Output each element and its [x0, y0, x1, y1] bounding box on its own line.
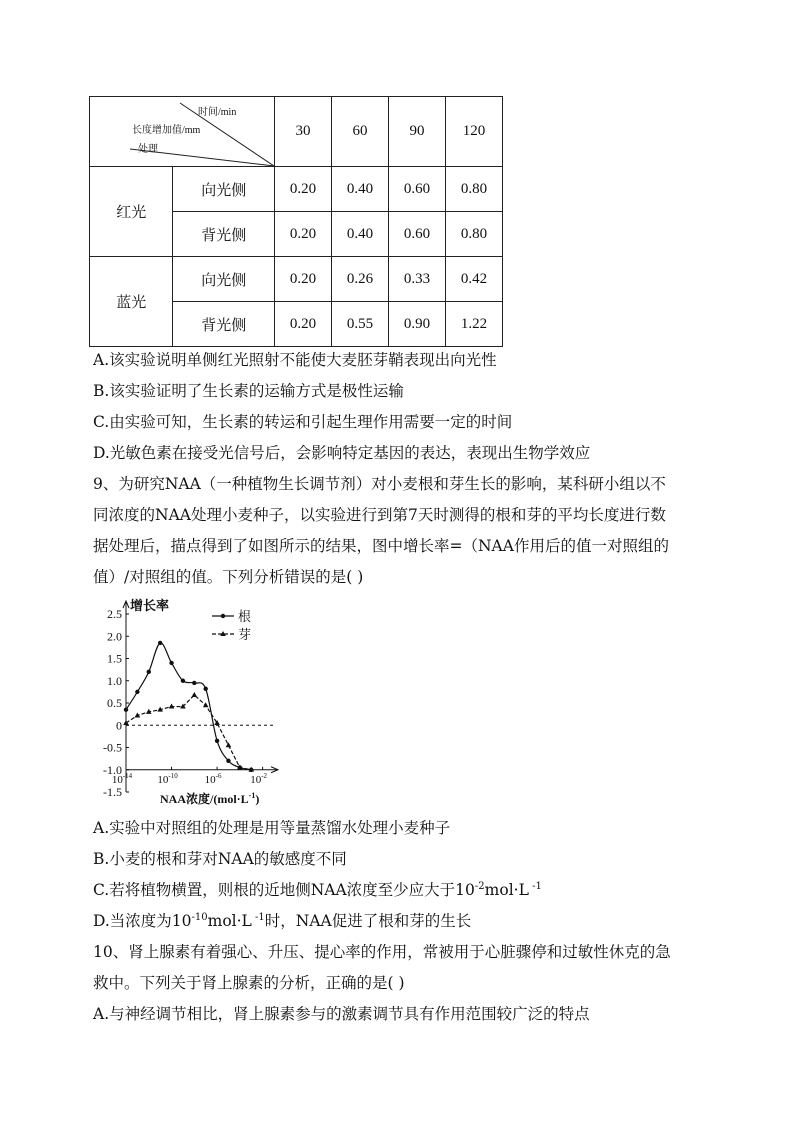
side-label: 背光侧 — [173, 212, 275, 257]
table-cell: 0.20 — [275, 257, 332, 302]
table-diagonal-header — [90, 97, 275, 167]
table-cell: 0.55 — [332, 302, 389, 347]
root-data-point — [226, 759, 230, 763]
q9-option-c-unit-exp: -1 — [528, 880, 542, 892]
q8-option-d: D.光敏色素在接受光信号后，会影响特定基因的表达，表现出生物学效应 — [93, 444, 591, 462]
table-cell: 0.33 — [389, 257, 446, 302]
table-header-row — [90, 97, 503, 167]
table-cell: 0.80 — [446, 167, 503, 212]
q9-stem-line-4: 值）/对照组的值。下列分析错误的是( ) — [93, 568, 364, 586]
q9-option-d — [93, 909, 471, 931]
q10-stem-line-2: 救中。下列关于肾上腺素的分析，正确的是( ) — [93, 974, 405, 992]
x-tick-label: $10^{-6}$ — [204, 771, 222, 786]
table-cell: 0.20 — [275, 212, 332, 257]
root-data-point — [158, 641, 162, 645]
table-row — [90, 167, 503, 212]
side-label: 向光侧 — [173, 167, 275, 212]
legend-bud-label: 芽 — [238, 628, 252, 643]
q9-option-d-unit: mol·L — [207, 912, 252, 930]
q9-option-d-end: 时，NAA促进了根和芽的生长 — [264, 912, 472, 930]
x-tick-label: $10^{-2}$ — [250, 771, 268, 786]
time-col-90: 90 — [389, 97, 446, 167]
table-cell: 0.60 — [389, 167, 446, 212]
q9-option-d-exp: -10 — [191, 911, 208, 923]
side-label: 背光侧 — [173, 302, 275, 347]
root-data-point — [135, 690, 139, 694]
y-tick-label: -1.5 — [103, 785, 122, 799]
y-axis-label: 增长率 — [130, 599, 170, 614]
treatment-red: 红光 — [90, 167, 173, 257]
y-tick-label: 2.5 — [107, 607, 122, 621]
q9-option-d-text: D.当浓度为10 — [93, 912, 192, 930]
time-col-30: 30 — [275, 97, 332, 167]
y-tick-label: 1.0 — [107, 673, 122, 688]
table-cell: 0.26 — [332, 257, 389, 302]
naa-growth-chart — [94, 598, 294, 808]
root-data-point — [124, 707, 128, 711]
bud-data-point — [192, 692, 198, 697]
series-line-root — [126, 643, 251, 770]
header-length-label: 长度增加值/mm — [132, 125, 201, 136]
time-col-120: 120 — [446, 97, 503, 167]
table-cell: 0.20 — [275, 302, 332, 347]
side-label: 向光侧 — [173, 257, 275, 302]
q9-option-c-unit: mol·L — [484, 881, 529, 899]
x-tick-label: $10^{-10}$ — [157, 771, 178, 786]
q9-option-c-text: C.若将植物横置，则根的近地侧NAA浓度至少应大于10 — [93, 881, 475, 899]
time-col-60: 60 — [332, 97, 389, 167]
q9-option-a: A.实验中对照组的处理是用等量蒸馏水处理小麦种子 — [93, 819, 451, 837]
q8-option-c: C.由实验可知，生长素的转运和引起生理作用需要一定的时间 — [93, 413, 513, 431]
header-time-label: 时间/min — [198, 107, 237, 118]
bud-data-point — [226, 742, 232, 747]
y-tick-label: 0.5 — [107, 696, 122, 710]
y-tick-label: 0 — [116, 718, 122, 733]
q9-stem-line-1: 9、为研究NAA（一种植物生长调节剂）对小麦根和芽生长的影响，某科研小组以不 — [93, 475, 666, 493]
series-line-bud — [126, 695, 251, 770]
q9-option-c-exp: -2 — [474, 880, 485, 892]
q10-stem-line-1: 10、肾上腺素有着强心、升压、提心率的作用，常被用于心脏骤停和过敏性休克的急 — [93, 943, 671, 961]
table-cell: 0.60 — [389, 212, 446, 257]
bud-data-point — [123, 720, 129, 725]
q8-option-a: A.该实验说明单侧红光照射不能使大麦胚芽鞘表现出向光性 — [93, 351, 497, 369]
x-tick-label: $10^{-14}$ — [111, 771, 133, 786]
y-tick-label: 2.0 — [107, 629, 122, 644]
root-data-point — [147, 670, 151, 674]
legend-root-label: 根 — [238, 610, 252, 625]
q8-option-b: B.该实验证明了生长素的运输方式是极性运输 — [93, 382, 404, 400]
table-cell: 1.22 — [446, 302, 503, 347]
table-cell: 0.90 — [389, 302, 446, 347]
legend-root-marker — [221, 614, 225, 618]
results-table — [89, 96, 503, 347]
q9-stem-line-3: 据处理后，描点得到了如图所示的结果，图中增长率=（NAA作用后的值一对照组的 — [93, 537, 669, 555]
table-cell: 0.40 — [332, 212, 389, 257]
y-tick-label: -0.5 — [103, 740, 122, 755]
table-cell: 0.42 — [446, 257, 503, 302]
treatment-blue: 蓝光 — [90, 257, 173, 347]
q9-option-c — [93, 878, 542, 900]
q10-option-a: A.与神经调节相比，肾上腺素参与的激素调节具有作用范围较广泛的特点 — [93, 1005, 590, 1023]
q9-option-b: B.小麦的根和芽对NAA的敏感度不同 — [93, 850, 347, 868]
root-data-point — [181, 679, 185, 683]
root-data-point — [192, 681, 196, 685]
y-tick-label: -1.0 — [103, 762, 122, 777]
x-axis-label: NAA浓度$/(mol\cdot L^{-1})$ — [160, 791, 260, 806]
table-cell: 0.20 — [275, 167, 332, 212]
bud-data-point — [203, 702, 209, 707]
root-data-point — [215, 739, 219, 743]
table-cell: 0.80 — [446, 212, 503, 257]
q9-option-d-unit-exp: -1 — [251, 911, 265, 923]
y-tick-label: 1.5 — [107, 651, 122, 666]
header-treatment-label: 处理 — [138, 144, 158, 155]
q9-stem-line-2: 同浓度的NAA处理小麦种子，以实验进行到第7天时测得的根和芽的平均长度进行数 — [93, 506, 666, 524]
table-cell: 0.40 — [332, 167, 389, 212]
root-data-point — [203, 687, 207, 691]
root-data-point — [169, 661, 173, 665]
table-row — [90, 257, 503, 302]
